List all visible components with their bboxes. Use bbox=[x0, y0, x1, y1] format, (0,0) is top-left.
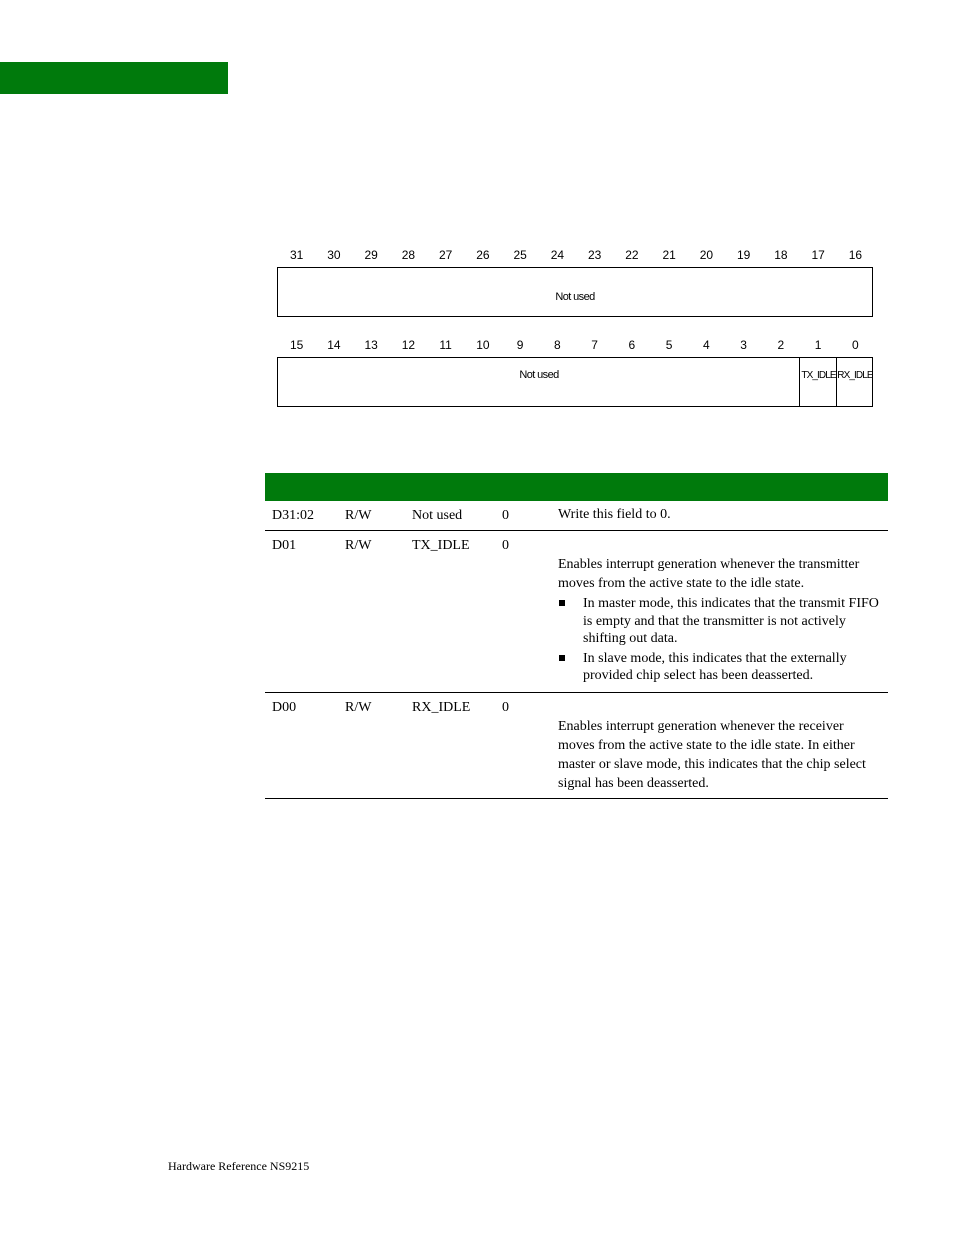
bit-number: 2 bbox=[777, 338, 785, 352]
field-label: Not used bbox=[555, 291, 595, 303]
bit-number: 27 bbox=[438, 248, 453, 262]
bullet-square-icon bbox=[559, 600, 565, 606]
description-text: Write this field to 0. bbox=[558, 507, 671, 522]
bit-number: 4 bbox=[703, 338, 710, 352]
field-label: RX_IDLE bbox=[837, 369, 873, 381]
cell-access: R/W bbox=[345, 538, 372, 553]
cell-description bbox=[558, 717, 883, 793]
bit-number: 20 bbox=[699, 248, 714, 262]
bit-number: 30 bbox=[327, 248, 341, 262]
cell-bits: D31:02 bbox=[272, 508, 314, 523]
bit-number: 21 bbox=[662, 248, 676, 262]
cell-reset: 0 bbox=[502, 538, 509, 553]
description-text: Enables interrupt generation whenever the receiver moves from the active state to the idle state. In either master or slave mode, this indicates that the chip select signal has been deasserted. bbox=[558, 719, 866, 791]
bit-numbers-lower bbox=[278, 338, 874, 352]
cell-reset: 0 bbox=[502, 508, 509, 523]
cell-mnemonic: RX_IDLE bbox=[412, 700, 471, 715]
bit-number: 1 bbox=[814, 338, 822, 352]
bit-number: 18 bbox=[774, 248, 788, 262]
chapter-tab bbox=[0, 62, 228, 94]
bit-number: 15 bbox=[289, 338, 304, 352]
bit-number: 3 bbox=[740, 338, 747, 352]
bit-number: 29 bbox=[364, 248, 378, 262]
cell-access: R/W bbox=[345, 508, 372, 523]
cell-mnemonic: Not used bbox=[412, 508, 463, 523]
bullet-text: In slave mode, this indicates that the externally provided chip select has been deasserted. bbox=[583, 650, 847, 683]
bit-number: 0 bbox=[852, 338, 859, 352]
bit-number: 19 bbox=[736, 248, 751, 262]
register-lower-half bbox=[277, 357, 873, 407]
field-not-used-lower bbox=[278, 358, 800, 406]
field-not-used-upper bbox=[278, 268, 872, 316]
table-row bbox=[265, 501, 888, 531]
bullet-item bbox=[558, 650, 883, 685]
bit-number: 24 bbox=[550, 248, 565, 262]
bit-number: 17 bbox=[811, 248, 825, 262]
cell-reset: 0 bbox=[502, 700, 509, 715]
bit-number: 22 bbox=[625, 248, 639, 262]
bit-number: 13 bbox=[364, 338, 378, 352]
bit-number: 14 bbox=[327, 338, 341, 352]
bit-number: 26 bbox=[476, 248, 490, 262]
bit-number: 10 bbox=[476, 338, 490, 352]
bit-numbers-upper bbox=[278, 248, 874, 262]
bullet-square-icon bbox=[559, 655, 565, 661]
register-field-table bbox=[265, 473, 888, 799]
bit-number: 11 bbox=[439, 338, 452, 352]
table-row bbox=[265, 693, 888, 799]
description-text: Enables interrupt generation whenever the transmitter moves from the active state to the idle state. bbox=[558, 557, 860, 591]
table-header bbox=[265, 473, 888, 501]
bullet-text: In master mode, this indicates that the transmit FIFO is empty and that the transmitter is not actively shifting out data. bbox=[583, 596, 879, 646]
bit-number: 23 bbox=[587, 248, 602, 262]
bit-number: 9 bbox=[516, 338, 524, 352]
field-label: Not used bbox=[519, 369, 559, 381]
bit-number: 6 bbox=[628, 338, 636, 352]
field-label: TX_IDLE bbox=[801, 369, 836, 381]
page-footer: Hardware Reference NS9215 bbox=[168, 1159, 310, 1173]
bit-number: 7 bbox=[591, 338, 598, 352]
bit-number: 28 bbox=[401, 248, 416, 262]
bit-number: 31 bbox=[289, 248, 304, 262]
field-rx-idle bbox=[836, 358, 873, 406]
bit-number: 5 bbox=[665, 338, 673, 352]
field-tx-idle bbox=[799, 358, 837, 406]
cell-mnemonic: TX_IDLE bbox=[412, 538, 470, 553]
cell-bits: D01 bbox=[272, 538, 297, 553]
cell-access: R/W bbox=[345, 700, 372, 715]
bit-number: 25 bbox=[513, 248, 527, 262]
bit-number: 8 bbox=[554, 338, 561, 352]
cell-description bbox=[558, 555, 883, 685]
cell-description bbox=[558, 505, 883, 524]
bit-number: 12 bbox=[401, 338, 416, 352]
bullet-item bbox=[558, 595, 883, 648]
table-row bbox=[265, 531, 888, 693]
cell-bits: D00 bbox=[272, 700, 297, 715]
bit-number: 16 bbox=[848, 248, 863, 262]
register-upper-half bbox=[277, 267, 873, 317]
